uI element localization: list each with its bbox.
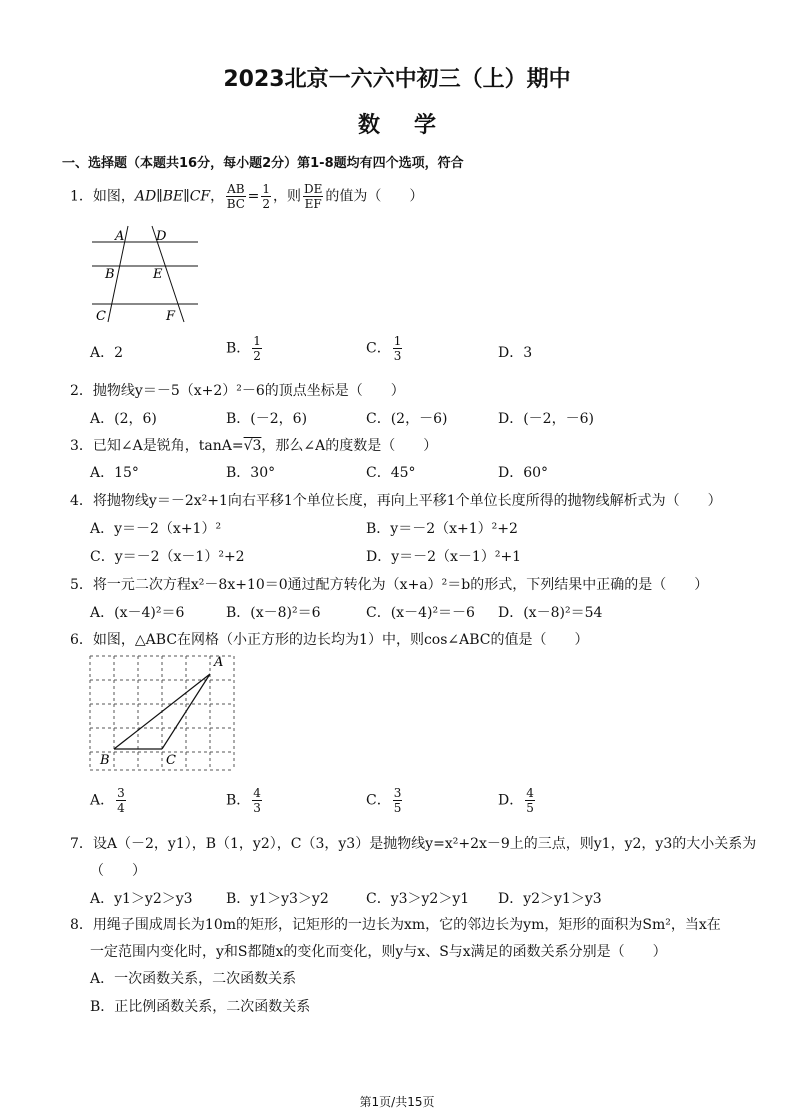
q1-fraction-half	[261, 183, 271, 210]
q1-option-c	[366, 335, 404, 362]
q6-optc-label: C．	[366, 792, 391, 809]
question-3	[70, 435, 437, 455]
q6-optd-label: D．	[498, 792, 524, 809]
q1-one: 1	[262, 182, 270, 196]
question-6: 6．如图，△ABC在网格（小正方形的边长均为1）中，则cos∠ABC的值是（ ）	[70, 632, 589, 648]
q1-optb-den: 2	[253, 349, 261, 363]
q1-optc-label: C．	[366, 340, 391, 357]
q1-optc-den: 3	[393, 349, 402, 363]
q1-ef: EF	[304, 197, 322, 211]
grid-label-a: A	[214, 655, 224, 670]
q4-option-c: C．y＝－2（x－1）²+2	[90, 549, 245, 565]
q6-optb-den: 3	[253, 801, 261, 815]
q6-opta-label: A．	[90, 792, 115, 809]
label-b: B	[105, 267, 115, 282]
q1-two: 2	[262, 197, 270, 211]
q3-option-a: A．15°	[90, 465, 139, 481]
exam-title: 2023北京一六六中初三（上）期中	[223, 67, 571, 92]
q7-option-a: A．y1＞y2＞y3	[90, 891, 193, 907]
q1-equals: =	[247, 188, 260, 205]
q6-optb-num: 4	[253, 786, 261, 800]
q1-bc: BC	[226, 197, 245, 211]
q6-option-c	[366, 787, 404, 814]
q6-opta-den: 4	[117, 801, 125, 815]
q4-option-a: A．y＝－2（x+1）²	[90, 521, 222, 537]
q1-then: ，则	[272, 188, 301, 205]
q8-option-a: A．一次函数关系，二次函数关系	[90, 971, 297, 987]
q3-post: ，那么∠A的度数是（ ）	[261, 438, 438, 454]
q6-grid-figure	[86, 652, 238, 774]
q3-option-b: B．30°	[226, 465, 276, 481]
q2-option-c: C．(2，－6)	[366, 411, 448, 427]
q2-option-b: B．(－2，6)	[226, 411, 308, 427]
q5-option-d: D．(x－8)²＝54	[498, 605, 603, 621]
q1-option-b	[226, 335, 264, 362]
question-2: 2．抛物线y＝－5（x+2）²－6的顶点坐标是（ ）	[70, 383, 405, 399]
q7-paren: （ ）	[90, 863, 146, 879]
q6-option-d	[498, 787, 537, 814]
question-8-line-2: 一定范围内变化时，y和S都随x的变化而变化，则y与x、S与x满足的函数关系分别是（ ）	[90, 944, 667, 960]
q6-option-a	[90, 787, 128, 814]
q5-option-a: A．(x－4)²＝6	[90, 605, 185, 621]
q6-optc-fraction	[393, 787, 403, 814]
q7-option-d: D．y2＞y1＞y3	[498, 891, 602, 907]
q1-optc-fraction	[393, 335, 403, 362]
q1-fraction-ab-bc	[226, 183, 245, 210]
q1-tail: 的值为（ ）	[325, 188, 424, 205]
triangle-abc	[114, 674, 210, 749]
q1-optb-label: B．	[226, 340, 251, 357]
q6-opta-fraction	[116, 787, 126, 814]
question-5: 5．将一元二次方程x²－8x+10＝0通过配方转化为（x+a）²＝b的形式，下列结果中正确的是（ ）	[70, 577, 709, 593]
q7-option-c: C．y3＞y2＞y1	[366, 891, 470, 907]
label-d: D	[156, 229, 167, 244]
grid-label-c: C	[166, 753, 176, 768]
q4-option-d: D．y＝－2（x－1）²+1	[366, 549, 522, 565]
q2-option-a: A．(2，6)	[90, 411, 157, 427]
label-a: A	[115, 229, 125, 244]
section-heading: 一、选择题（本题共16分，每小题2分）第1-8题均有四个选项，符合	[62, 156, 464, 171]
page-footer: 第1页/共15页	[359, 1095, 435, 1109]
q6-optc-num: 3	[393, 786, 402, 800]
q5-option-c: C．(x－4)²＝－6	[366, 605, 475, 621]
q1-optc-num: 1	[393, 334, 402, 348]
q8-option-b: B．正比例函数关系，二次函数关系	[90, 999, 311, 1015]
q6-optb-label: B．	[226, 792, 251, 809]
question-7: 7．设A（－2，y1），B（1，y2），C（3，y3）是抛物线y=x²+2x－9上的三点，则y1，y2，y3的大小关系为	[70, 836, 757, 852]
q1-fraction-de-ef	[303, 183, 323, 210]
q3-pre: 3．已知∠A是锐角，tanA=	[70, 438, 244, 454]
q1-sep: ，	[210, 188, 225, 205]
question-4: 4．将抛物线y＝－2x²+1向右平移1个单位长度，再向上平移1个单位长度所得的抛物线解析式为（ ）	[70, 493, 722, 509]
q6-optb-fraction	[252, 787, 262, 814]
question-8-line-1: 8．用绳子围成周长为10m的矩形，记矩形的一边长为xm，它的邻边长为ym，矩形的面积为Sm²，当x在	[70, 917, 721, 933]
q3-sqrt: √3	[243, 438, 262, 454]
q6-opta-num: 3	[117, 786, 125, 800]
q1-ab: AB	[227, 182, 245, 196]
q4-option-b: B．y＝－2（x+1）²+2	[366, 521, 518, 537]
subject-title: 数学	[357, 113, 470, 138]
q1-de: DE	[303, 182, 323, 196]
label-c: C	[96, 309, 106, 324]
q1-optb-num: 1	[253, 334, 261, 348]
q1-optb-fraction	[252, 335, 262, 362]
q3-option-d: D．60°	[498, 465, 549, 481]
q6-optd-den: 5	[526, 801, 534, 815]
question-1	[70, 183, 423, 210]
label-f: F	[166, 309, 176, 324]
q6-optd-fraction	[525, 787, 535, 814]
q6-option-b	[226, 787, 264, 814]
q3-option-c: C．45°	[366, 465, 416, 481]
label-e: E	[153, 267, 163, 282]
q1-prefix: 1．如图，	[70, 188, 135, 205]
q1-parallel-lines-figure	[86, 222, 206, 326]
q7-option-b: B．y1＞y3＞y2	[226, 891, 329, 907]
q5-option-b: B．(x－8)²＝6	[226, 605, 321, 621]
q1-condition: AD∥BE∥CF	[134, 188, 211, 205]
q1-option-d: D．3	[498, 345, 533, 361]
grid-label-b: B	[100, 753, 110, 768]
q2-option-d: D．(－2，－6)	[498, 411, 594, 427]
q6-optc-den: 5	[393, 801, 402, 815]
q1-option-a: A．2	[90, 345, 124, 361]
q6-optd-num: 4	[526, 786, 534, 800]
